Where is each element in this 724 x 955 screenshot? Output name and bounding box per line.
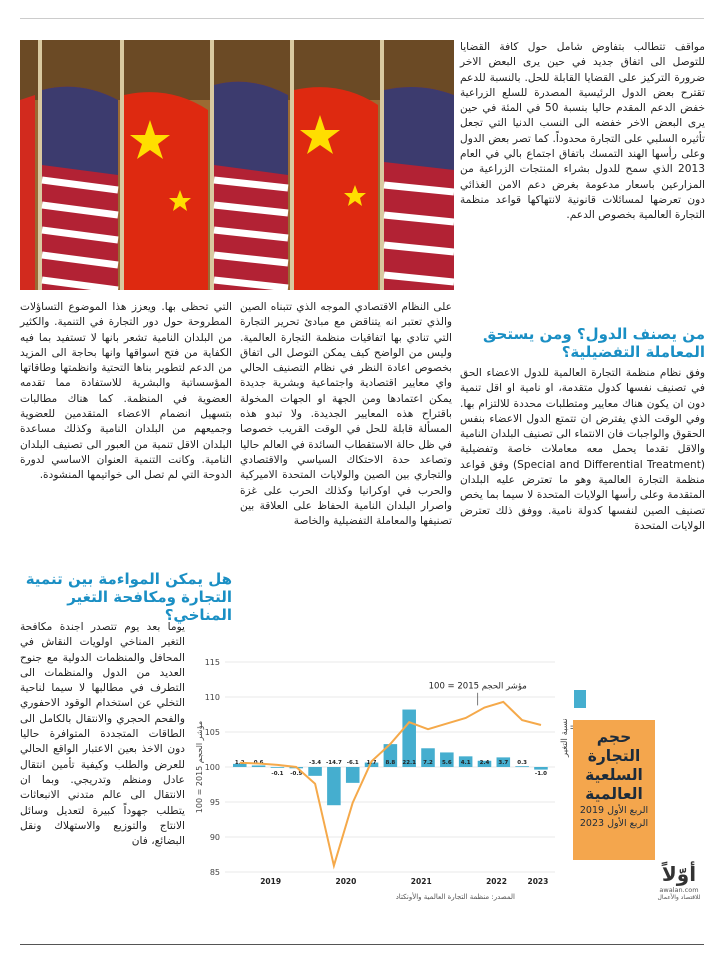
heading-climate: هل يمكن المواءمة بين تنمية التجارة ومكافحة التغير المناخي؟ [25,570,232,624]
bar-data-label: 5.6 [441,760,452,766]
side-subtitle-2: الربع الأول 2023 [579,818,649,829]
bar-data-label: 8.8 [385,760,396,766]
chart-bar [402,710,416,767]
bar-legend-swatch [574,690,586,708]
chart-svg [190,640,570,903]
bar-data-label: -1.0 [534,771,547,777]
side-subtitle-1: الربع الأول 2019 [579,805,649,816]
bar-data-label: -0.1 [271,771,284,777]
bar-data-label: 2.4 [479,760,490,766]
logo-tagline: للاقتصاد والأعمال [657,894,701,901]
side-title-2: التجارة [587,747,641,765]
bar-data-label: 3.7 [498,760,509,766]
bar-data-label: 0.3 [517,760,528,766]
y-axis-title: مؤشر الحجم 2015 = 100 [195,720,204,814]
x-tick-label: 2019 [260,877,282,886]
article-col-left-top: التي تحظى بها. ويعزز هذا الموضوع التساؤلات المطروحة حول دور التجارة في التنمية. والكثير من البلدان النامية تشعر بانها لا تستفيد بما فيه الكفاية من فتح اسواقها وانها بحاجة الى المزيد من الدعم لتطوير بناها التحتية وانظمتها وطاقاتها المؤسساتية والبشرية للاستفادة مما تقدمه العضوية في المنظمة. كما هناك مطالبات بتسهيل انضمام الاعضاء المتقدمين للعضوية وجميعهم من البلدان النامية وكذلك مساعدة البلدان الاقل تنمية من العبور الى تصنيف البلدان النامية. وكانت التنمية العنوان الاساسي لدورة الدوحة التي لم تصل الى خواتيمها المنشودة. [20,301,232,482]
article-col-left-bottom: يوما بعد يوم تتصدر اجندة مكافحة التغير المناخي اولويات النقاش في المحافل والمنظمات الدولية مع جنوح العديد من الدول والمنظمات الى التطرف في مطالبها لا سيما لناحية التخلي عن استخدام الوقود الاحفوري والفحم الحجري والانتقال بالكامل الى الطاقات المتجددة المتوافرة حاليا دون الاخذ بعين الاعتبار الواقع الحالي للعرض والطلب وكيفية تأمين انتقال عادل ومنظم وتدريجي. وبما ان الانتقال الى عالم متدني الانبعاثات يتطلب جهوداً كبيرة لتعديل وسائل الانتاج والتوزيع والاستهلاك ونقل البضائع، فان [20,621,185,848]
logo-url: awalan.com [659,886,699,894]
magazine-logo [654,862,704,916]
side-title-3: السلعية [585,766,643,784]
y-tick-label: 115 [204,658,220,667]
top-rule [20,18,704,19]
bar-data-label: -14.7 [325,760,342,766]
bar-data-label: -3.4 [309,760,322,766]
x-tick-label: 2020 [335,877,357,886]
x-tick-label: 2023 [527,877,549,886]
chart-bar [327,767,341,805]
heading-classification: من يصنف الدول؟ ومن يستحق المعاملة التفضيلية؟ [482,325,705,361]
y-tick-label: 110 [204,693,220,702]
bar-legend-label: نسبة التغير [560,718,570,758]
bar-data-label: 4.1 [460,760,471,766]
chart-bar [271,767,285,768]
bar-data-label: 22.1 [402,760,416,766]
x-tick-label: 2022 [486,877,507,886]
index-line [240,702,541,866]
bar-data-label: 1.7 [366,760,377,766]
side-title-1: حجم [596,728,632,746]
chart-bar [308,767,322,776]
chart-bar [515,766,529,767]
article-col-right-top: مواقف تتطالب بتفاوض شامل حول كافة القضايا للتوصل الى اتفاق جديد في حين يرى البعض الاخر ضرورة التركيز على القضايا القابلة للحل. بالنسبة للدعم تقترح بعض الدول الرئيسية المصدرة للسلع الزراعية خفض الدعم المقدم حاليا بنسبة 50 في المئة في حين يرى البعض الاخر خفضه الى النسب الدنيا التي تجعل تأثيره السلبي على التجارة محدوداً. كما تصر بعض الدول وعلى رأسها الهند التمسك باتفاق اجتماع بالي في العام 2013 الذي سمح للدول بشراء المنتجات الزراعية من المزارعين باسعار مدعومة بغرض دعم الامن الغذائي دون تعرضها لمسائلات قانونية لانتهاكها قواعد منظمة التجارة العالمية بخصوص الدعم. [460,41,705,222]
logo-mark: أوّلاً [661,862,697,886]
y-tick-label: 90 [209,833,220,842]
line-label: مؤشر الحجم 2015 = 100 [428,681,527,692]
y-tick-label: 85 [209,868,220,877]
bar-data-label: 1.2 [234,760,245,766]
bar-data-label: 0.6 [253,760,264,766]
chart-side-panel [573,720,655,860]
article-col-right-bottom: وفق نظام منظمة التجارة العالمية للدول الاعضاء الحق في تصنيف نفسها كدول متقدمة، او نامية او اقل تنمية دون ان يكون هناك معايير ومتطلبات محددة للالتزام بها. وفي الوقت الذي يفترض ان تتمتع الدول الاعضاء بنفس الحقوق والواجبات فان الانتماء الى تصنيف البلدان النامية والاقل تقدما يحمل معه معاملات خاصة وتفضيلية (Special and Differential Treatment) وفق قواعد منظمة التجارة العالمية وهو ما تعترض عليه البلدان المتقدمة وعلى رأسها الولايات المتحدة لا سيما بما يخص تصنيف الصين لنفسها كدولة نامية. ووفق ذلك تعترض الولايات المتحدة [460,367,705,532]
article-col-middle: على النظام الاقتصادي الموجه الذي تتبناه الصين والذي تعتبر انه يتناقض مع مبادئ تحرير التجارة التي تنادي بها اتفاقيات منظمة التجارة العالمية. وليس من الواضح كيف يمكن التوصل الى اتفاق بخصوص اعادة النظر في نظام التصنيف الحالي واي معايير اقتصادية واجتماعية وبشرية جديدة يمكن اعتمادها ومن الجهة او الجهات المخولة باقتراح هذه المعايير الجديدة. ولا تبدو هذه المسألة قابلة للحل في الوقت القريب خصوصا في ظل حالة الاستقطاب السائدة في العالم حاليا وتصاعد حدة الاحتكاك السياسي والاقتصادي والتجاري بين الصين والولايات المتحدة الاميركية والحرب في اوكرانيا وكذلك الحرب على غزة واصرار البلدان النامية الحفاظ على العلاقة بين تصنيفها والمعاملة التفضيلية والخاصة [240,301,452,528]
chart-source: المصدر: منظمة التجارة العالمية والأونكتاد [395,893,515,901]
chart-bar [534,767,548,770]
side-title-4: العالمية [585,785,643,803]
flags-photo [20,40,454,290]
bar-data-label: -6.1 [346,760,359,766]
bar-data-label: 7.2 [423,760,433,766]
chart-bar [346,767,360,783]
y-tick-label: 95 [209,798,220,807]
bottom-rule [20,944,704,945]
bar-data-label: -0.5 [290,771,303,777]
trade-chart [190,640,570,903]
y-tick-label: 105 [204,728,220,737]
x-tick-label: 2021 [410,877,432,886]
y-tick-label: 100 [204,763,220,772]
